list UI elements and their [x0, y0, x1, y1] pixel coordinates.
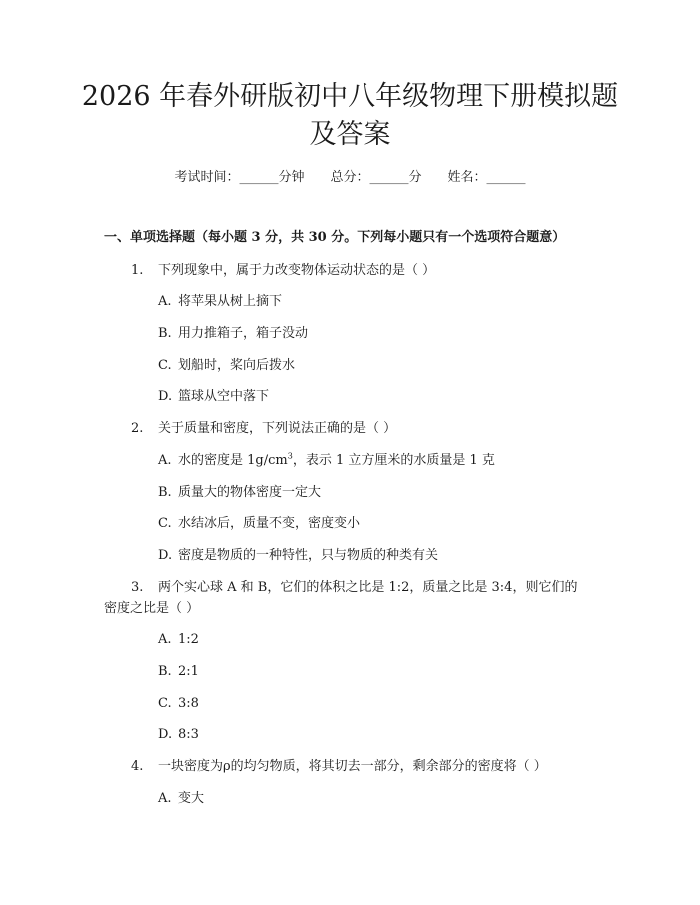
section-heading-single-choice: 一、单项选择题（每小题 3 分，共 30 分。下列每小题只有一个选项符合题意） — [104, 230, 566, 245]
option-2d — [158, 546, 438, 566]
question-stem-line-1 — [104, 577, 584, 598]
option-2b — [158, 483, 321, 503]
option-1a — [158, 292, 282, 312]
question-number: 4. — [131, 759, 144, 774]
option-letter: D. — [158, 727, 173, 742]
option-1c — [158, 356, 295, 376]
question-stem: 关于质量和密度，下列说法正确的是（ ） — [158, 421, 397, 436]
question-3 — [104, 577, 584, 619]
question-stem-line-2: 密度之比是（ ） — [104, 601, 200, 616]
option-letter: C. — [158, 516, 172, 531]
option-text: 划船时，桨向后拨水 — [178, 358, 296, 373]
option-text-post: ，表示 1 立方厘米的水质量是 1 克 — [292, 453, 495, 468]
student-name-field: 姓名：______ — [447, 170, 526, 185]
option-letter: D. — [158, 548, 173, 563]
title-line-2: 及答案 — [309, 119, 391, 150]
title-line-1: 2026 年春外研版初中八年级物理下册模拟题 — [81, 81, 619, 112]
question-stem: 下列现象中，属于力改变物体运动状态的是（ ） — [158, 263, 436, 278]
option-letter: B. — [158, 664, 172, 679]
question-number: 3. — [131, 580, 144, 595]
document-title — [60, 78, 640, 154]
option-letter: B. — [158, 326, 172, 341]
option-text: 密度是物质的一种特性，只与物质的种类有关 — [178, 548, 439, 563]
question-1 — [131, 261, 435, 281]
option-text: 用力推箱子，箱子没动 — [178, 326, 309, 341]
question-number: 2. — [131, 421, 144, 436]
option-letter: A. — [158, 294, 172, 309]
option-2c — [158, 514, 360, 534]
question-stem: 两个实心球 A 和 B，它们的体积之比是 1:2，质量之比是 3:4，则它们的 — [158, 580, 578, 595]
option-1d — [158, 387, 269, 407]
option-letter: C. — [158, 358, 172, 373]
question-4 — [131, 757, 547, 777]
option-text: 3:8 — [178, 696, 199, 711]
option-text: 篮球从空中落下 — [178, 389, 270, 404]
question-number: 1. — [131, 263, 144, 278]
option-4a — [158, 789, 204, 809]
option-3b — [158, 662, 199, 682]
option-letter: B. — [158, 485, 172, 500]
option-letter: C. — [158, 696, 172, 711]
option-letter: A. — [158, 453, 172, 468]
question-stem: 一块密度为ρ的均匀物质，将其切去一部分，剩余部分的密度将（ ） — [158, 759, 547, 774]
option-text: 质量大的物体密度一定大 — [178, 485, 322, 500]
option-letter: A. — [158, 632, 172, 647]
option-text: 将苹果从树上摘下 — [178, 294, 283, 309]
option-letter: A. — [158, 791, 172, 806]
option-text-pre: 水的密度是 1g/cm — [178, 453, 288, 468]
exam-meta-line — [0, 168, 700, 188]
option-2a — [158, 451, 495, 471]
option-letter: D. — [158, 389, 173, 404]
option-3c — [158, 694, 199, 714]
option-text: 变大 — [178, 791, 205, 806]
question-2 — [131, 419, 396, 439]
option-3d — [158, 725, 199, 745]
exam-time-field: 考试时间：______分钟 — [174, 170, 305, 185]
option-text: 1:2 — [178, 632, 199, 647]
total-score-field: 总分：______分 — [330, 170, 422, 185]
option-3a — [158, 630, 199, 650]
option-1b — [158, 324, 308, 344]
option-text: 8:3 — [178, 727, 199, 742]
option-text: 2:1 — [178, 664, 199, 679]
option-text: 水结冰后，质量不变，密度变小 — [178, 516, 361, 531]
superscript-3: 3 — [287, 451, 293, 461]
